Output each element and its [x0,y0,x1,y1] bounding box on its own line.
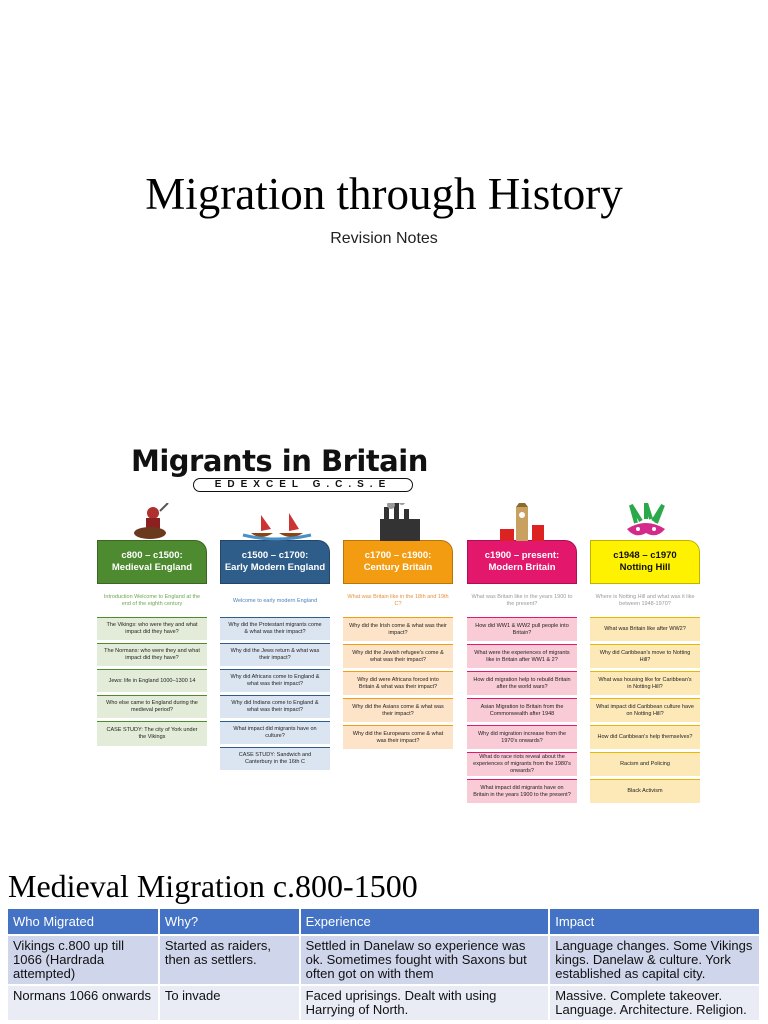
topic-item: Why did the Jewish refugee's come & what was their impact? [343,644,453,668]
column-header-cell: Why? [159,909,300,935]
table-row [8,935,760,985]
topic-item: Why did the Protestant migrants come & what was their impact? [220,617,330,640]
carnival-mask-icon [591,503,701,541]
column-name: Notting Hill [619,562,671,573]
topic-item: CASE STUDY: The city of York under the Vikings [97,721,207,746]
table-cell: Settled in Danelaw so experience was ok. Sometimes fought with Saxons but often got on with them [300,935,550,985]
poster-column [590,540,700,803]
topic-item: What impact did Caribbean culture have on Notting Hill? [590,698,700,722]
column-period: c1948 – c1970 [613,550,677,561]
column-name: Century Britain [363,562,433,573]
topic-item: Racism and Policing [590,752,700,776]
topic-item: How did Caribbean's help themselves? [590,725,700,749]
topic-item: What do race riots reveal about the experiences of migrants from the 1980's onwards? [467,752,577,776]
topic-item: Black Activism [590,779,700,803]
column-intro: What was Britain like in the 18th and 19th C? [347,594,449,607]
table-body [8,935,760,1020]
topic-item: CASE STUDY: Sandwich and Canterbury in the 16th C [220,747,330,770]
topic-item: Why did the Europeans come & what was their impact? [343,725,453,749]
poster-column [220,540,330,770]
knight-icon [98,503,208,541]
poster-column [343,540,453,749]
page-subtitle: Revision Notes [330,230,438,247]
column-header [590,540,700,584]
topic-item: Why did the Asians come & what was their impact? [343,698,453,722]
topic-item: What were the experiences of migrants like in Britain after WW1 & 2? [467,644,577,668]
column-header-cell: Impact [549,909,760,935]
table-cell: Faced uprisings. Dealt with using Harrying of North. [300,985,550,1020]
table-cell: Vikings c.800 up till 1066 (Hardrada attempted) [8,935,159,985]
poster-column [467,540,577,803]
column-period: c1500 – c1700: [241,550,309,561]
column-intro: Where is Notting Hill and what was it like between 1948-1970? [595,594,695,607]
column-header-cell: Experience [300,909,550,935]
topic-item: Why did Indians come to England & what was their impact? [220,695,330,718]
topic-item: Why did the Jews return & what was their impact? [220,643,330,666]
column-period: c1900 – present: [484,550,560,561]
table-cell: Normans 1066 onwards [8,985,159,1020]
topic-item: What was housing like for Caribbean's in Notting Hill? [590,671,700,695]
table-cell: Started as raiders, then as settlers. [159,935,300,985]
table-cell: Massive. Complete takeover. Language. Architecture. Religion. [549,985,760,1020]
factory-icon [344,503,454,541]
column-header [97,540,207,584]
topic-item: The Normans: who were they and what impact did they have? [97,643,207,666]
big-ben-icon [468,503,578,541]
table-row [8,985,760,1020]
topic-item: Why did Africans come to England & what was their impact? [220,669,330,692]
medieval-migration-table [8,909,761,1020]
topic-item: Jews: life in England 1000–1300 14 [97,669,207,692]
column-header [343,540,453,584]
column-illustration [98,503,208,541]
topic-item: Why did the Irish come & what was their impact? [343,617,453,641]
table-header-row [8,909,760,935]
topic-item: Who else came to England during the medieval period? [97,695,207,718]
column-period: c1700 – c1900: [364,550,432,561]
column-illustration [468,503,578,541]
topic-item: How did WW1 & WW2 pull people into Britain? [467,617,577,641]
poster-column [97,540,207,746]
topic-item: The Vikings: who were they and what impact did they have? [97,617,207,640]
column-name: Medieval England [111,562,193,573]
ships-icon [221,503,331,541]
poster-heading: Migrants in Britain [131,444,428,478]
column-illustration [591,503,701,541]
column-header [467,540,577,584]
topic-item: Asian Migration to Britain from the Commonwealth after 1948 [467,698,577,722]
column-name: Early Modern England [224,562,326,573]
table-heading: Medieval Migration c.800-1500 [8,868,418,904]
topic-item: What impact did migrants have on Britain in the years 1900 to the present? [467,779,577,803]
poster-subheading: EDEXCEL G.C.S.E [193,478,413,492]
column-name: Modern Britain [488,562,556,573]
page-title: Migration through History [145,169,623,219]
column-header [220,540,330,584]
column-intro: What was Britain like in the years 1900 to the present? [471,594,573,607]
topic-item: Why did Caribbean's move to Notting Hill? [590,644,700,668]
column-header-cell: Who Migrated [8,909,159,935]
table-cell: Language changes. Some Vikings kings. Danelaw & culture. York established as capital city. [549,935,760,985]
column-illustration [221,503,331,541]
topic-item: Why did were Africans forced into Britain & what was their impact? [343,671,453,695]
topic-item: What was Britain like after WW2? [590,617,700,641]
column-period: c800 – c1500: [121,550,183,561]
topic-item: How did migration help to rebuild Britain after the world wars? [467,671,577,695]
column-intro: Welcome to early modern England [232,597,318,604]
topic-item: What impact did migrants have on culture? [220,721,330,744]
topic-item: Why did migration increase from the 1970's onwards? [467,725,577,749]
table-cell: To invade [159,985,300,1020]
column-intro: Introduction Welcome to England at the end of the eighth century [103,594,201,607]
column-illustration [344,503,454,541]
